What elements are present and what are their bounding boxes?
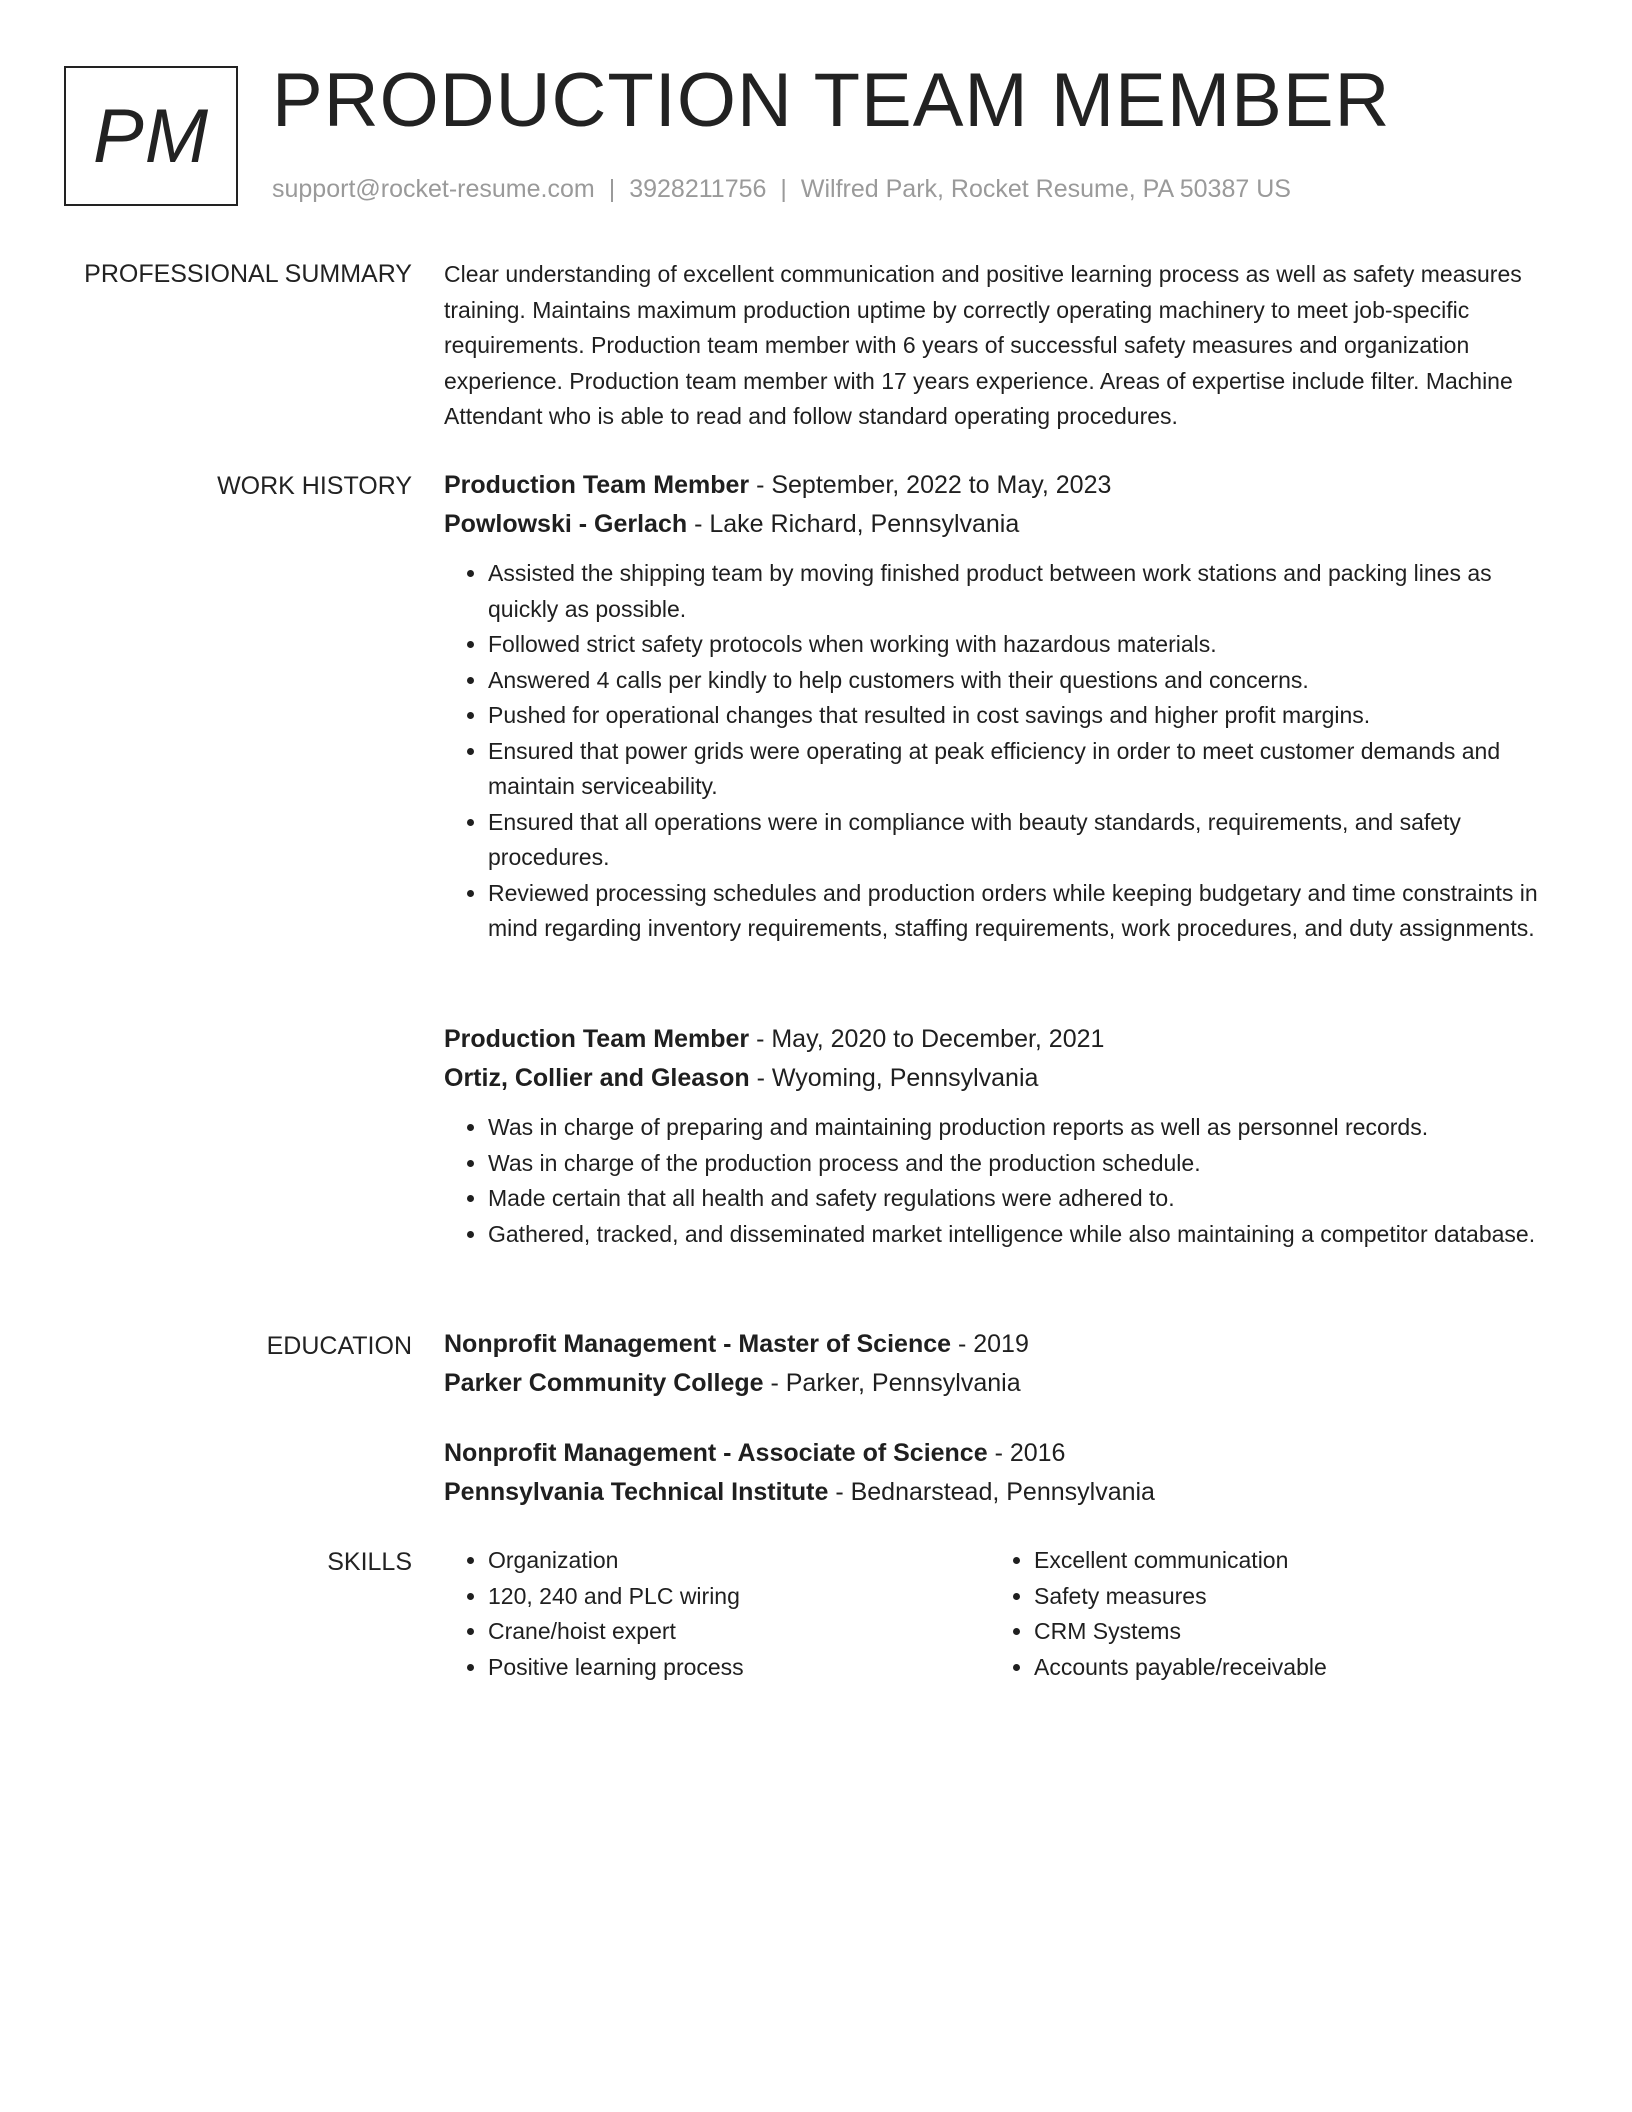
monogram-initials: PM [93,93,209,179]
job-bullet: • Ensured that all operations were in compliance with beauty standards, requirements, and safety procedures. [488,805,1544,876]
contact-line [272,172,1291,206]
contact-phone: 3928211756 [629,175,767,203]
job-bullet: • Was in charge of the production process and the production schedule. [488,1146,1544,1182]
job-title: Production Team Member [444,471,750,499]
skill-item: • Safety measures [1034,1579,1510,1615]
school-line [444,1364,1544,1403]
skills-column-right [990,1543,1510,1685]
skill-item: • Positive learning process [488,1650,964,1686]
skills-list [990,1543,1510,1685]
job-bullet: • Reviewed processing schedules and production orders while keeping budgetary and time constraints in mind regarding inventory requirements, staffing requirements, work procedures, and duty assignments. [488,876,1544,947]
skill-item: • CRM Systems [1034,1614,1510,1650]
skills-column-left [444,1543,964,1685]
job-bullet: • Made certain that all health and safety regulations were adhered to. [488,1181,1544,1217]
job-bullet: • Ensured that power grids were operating at peak efficiency in order to meet customer demands and maintain serviceability. [488,734,1544,805]
job-company-line [444,505,1544,544]
job-bullets [444,1110,1544,1252]
job-bullet: • Gathered, tracked, and disseminated market intelligence while also maintaining a competitor database. [488,1217,1544,1253]
school-name: Pennsylvania Technical Institute [444,1478,829,1506]
degree-year: - 2016 [987,1439,1066,1467]
job-dates: - September, 2022 to May, 2023 [749,471,1112,499]
job-bullet: • Assisted the shipping team by moving finished product between work stations and packing lines as quickly as possible. [488,556,1544,627]
degree-name: Nonprofit Management - Associate of Science [444,1439,988,1467]
job-bullet: • Was in charge of preparing and maintaining production reports as well as personnel records. [488,1110,1544,1146]
skill-item: • Accounts payable/receivable [1034,1650,1510,1686]
contact-address: Wilfred Park, Rocket Resume, PA 50387 US [800,175,1291,203]
job-company: Ortiz, Collier and Gleason [444,1064,750,1092]
job-company: Powlowski - Gerlach [444,510,688,538]
education-entry [444,1325,1544,1403]
school-line [444,1473,1544,1512]
degree-year: - 2019 [951,1330,1029,1358]
skill-item: • Crane/hoist expert [488,1614,964,1650]
work-history-heading: WORK HISTORY [217,472,412,500]
job-dates: - May, 2020 to December, 2021 [749,1025,1105,1053]
degree-name: Nonprofit Management - Master of Science [444,1330,952,1358]
job-bullets [444,556,1544,947]
job-title-line [444,466,1544,505]
degree-line [444,1325,1544,1364]
school-location: - Parker, Pennsylvania [763,1369,1021,1397]
job-entry [444,466,1544,947]
job-location: - Lake Richard, Pennsylvania [687,510,1020,538]
monogram-box [64,66,238,206]
skill-item: • 120, 240 and PLC wiring [488,1579,964,1615]
contact-separator: | [608,175,616,203]
summary-section [444,257,1544,435]
school-location: - Bednarstead, Pennsylvania [828,1478,1155,1506]
job-bullet: • Answered 4 calls per kindly to help customers with their questions and concerns. [488,663,1544,699]
job-company-line [444,1059,1544,1098]
contact-separator: | [780,175,787,203]
education-heading: EDUCATION [266,1332,412,1360]
school-name: Parker Community College [444,1369,764,1397]
job-bullet: • Followed strict safety protocols when working with hazardous materials. [488,627,1544,663]
candidate-name: PRODUCTION TEAM MEMBER [272,58,1391,143]
skills-heading: SKILLS [327,1548,412,1576]
job-title: Production Team Member [444,1025,750,1053]
degree-line [444,1434,1544,1473]
summary-text: Clear understanding of excellent communication and positive learning process as well as safety measures training. Maintains maximum production uptime by correctly operating machinery to meet job-specific requirements. Production team member with 6 years of successful safety measures and organization experience. Production team member with 17 years experience. Areas of expertise include filter. Machine Attendant who is able to read and follow standard operating procedures. [444,261,1522,429]
contact-email: support@rocket-resume.com [272,175,595,203]
education-entry [444,1434,1544,1512]
job-location: - Wyoming, Pennsylvania [749,1064,1039,1092]
job-bullet: • Pushed for operational changes that resulted in cost savings and higher profit margins. [488,698,1544,734]
skill-item: • Excellent communication [1034,1543,1510,1579]
summary-heading: PROFESSIONAL SUMMARY [84,260,412,288]
skill-item: • Organization [488,1543,964,1579]
job-entry [444,1020,1544,1252]
skills-list [444,1543,964,1685]
job-title-line [444,1020,1544,1059]
